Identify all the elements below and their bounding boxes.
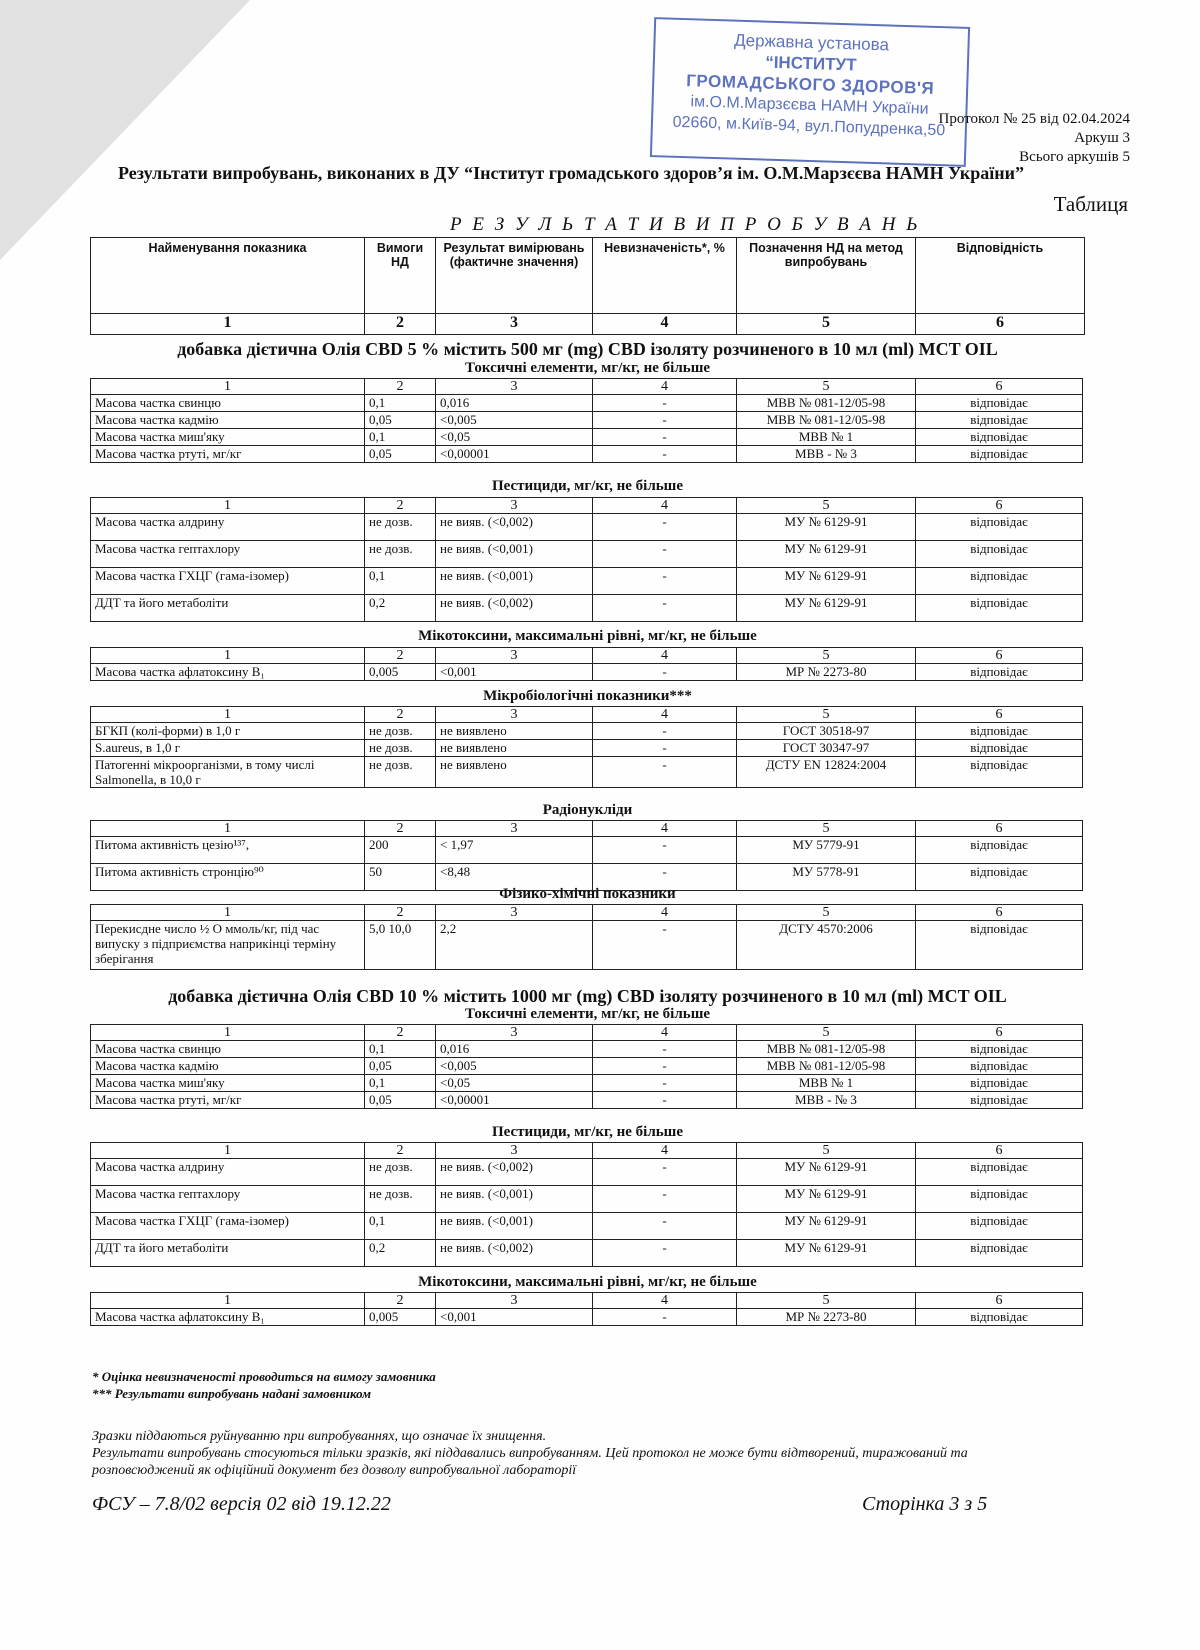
- indicator-name: ДДТ та його метаболіти: [91, 1240, 365, 1267]
- section-heading: Пестициди, мг/кг, не більше: [491, 478, 684, 494]
- uncertainty-value: -: [593, 1075, 737, 1092]
- column-number-row: [91, 379, 1083, 395]
- table-caption: Таблиця: [1053, 192, 1128, 216]
- requirement-value: 0,1: [365, 395, 436, 412]
- method-code: МВВ - № 3: [737, 1092, 916, 1109]
- method-code: МУ 5779-91: [737, 837, 916, 864]
- table-row: [91, 837, 1083, 864]
- result-value: < 1,97: [436, 837, 593, 864]
- col-number: 3: [436, 821, 593, 837]
- col-number: 6: [916, 498, 1083, 514]
- method-code: ДСТУ 4570:2006: [737, 921, 916, 970]
- microbiology-table: [90, 706, 1083, 788]
- uncertainty-value: -: [593, 1240, 737, 1267]
- table-row: [91, 514, 1083, 541]
- col-number: 2: [365, 379, 436, 395]
- method-code: МВВ № 081-12/05-98: [737, 1041, 916, 1058]
- method-code: МР № 2273-80: [737, 1309, 916, 1326]
- pesticides-table: [90, 497, 1083, 622]
- table-row: [91, 723, 1083, 740]
- uncertainty-value: -: [593, 395, 737, 412]
- uncertainty-value: -: [593, 1186, 737, 1213]
- table-row: [91, 1092, 1083, 1109]
- compliance-status: відповідає: [916, 1092, 1083, 1109]
- section-heading: Токсичні елементи, мг/кг, не більше: [464, 360, 711, 376]
- requirement-value: не дозв.: [365, 723, 436, 740]
- compliance-status: відповідає: [916, 664, 1083, 681]
- table-row: [91, 1058, 1083, 1075]
- col-number: 2: [365, 1025, 436, 1041]
- column-number-row: [91, 1025, 1083, 1041]
- page-number: Сторінка 3 з 5: [862, 1493, 988, 1515]
- method-code: МУ № 6129-91: [737, 1213, 916, 1240]
- result-value: не виявлено: [436, 740, 593, 757]
- footnote-uncertainty: * Оцінка невизначеності проводиться на вимогу замовника: [92, 1369, 436, 1384]
- section-heading: Токсичні елементи, мг/кг, не більше: [464, 1006, 711, 1022]
- col-header-requirements: Вимоги НД: [365, 238, 436, 314]
- col-number: 5: [737, 821, 916, 837]
- table-row: [91, 1240, 1083, 1267]
- table-row: [91, 1213, 1083, 1240]
- table-row: [91, 429, 1083, 446]
- uncertainty-value: -: [593, 740, 737, 757]
- result-value: 0,016: [436, 395, 593, 412]
- column-number-row: [91, 821, 1083, 837]
- col-number: 6: [916, 1143, 1083, 1159]
- table-row: [91, 757, 1083, 788]
- uncertainty-value: -: [593, 412, 737, 429]
- page-fold-shadow: [0, 0, 250, 260]
- col-number: 2: [365, 648, 436, 664]
- requirement-value: 0,1: [365, 1041, 436, 1058]
- result-value: не вияв. (<0,002): [436, 595, 593, 622]
- result-value: <0,005: [436, 1058, 593, 1075]
- method-code: МУ № 6129-91: [737, 1159, 916, 1186]
- table-row: [91, 395, 1083, 412]
- pesticides-table: [90, 1142, 1083, 1267]
- requirement-value: 5,0 10,0: [365, 921, 436, 970]
- result-value: не вияв. (<0,001): [436, 1186, 593, 1213]
- table-row: [91, 412, 1083, 429]
- col-number: 1: [91, 648, 365, 664]
- col-header-uncertainty: Невизначеність*, %: [593, 238, 737, 314]
- indicator-name: ДДТ та його метаболіти: [91, 595, 365, 622]
- col-number: 5: [737, 905, 916, 921]
- result-value: 2,2: [436, 921, 593, 970]
- indicator-name: Питома активність цезію¹³⁷,: [91, 837, 365, 864]
- column-number-row: [91, 648, 1083, 664]
- stamp-line: ГРОМАДСЬКОГО ЗДОРОВ'Я: [686, 71, 935, 98]
- col-number: 6: [916, 314, 1085, 335]
- result-value: <8,48: [436, 864, 593, 891]
- requirement-value: 0,05: [365, 446, 436, 463]
- compliance-status: відповідає: [916, 921, 1083, 970]
- compliance-status: відповідає: [916, 1075, 1083, 1092]
- col-number: 1: [91, 379, 365, 395]
- method-code: МУ № 6129-91: [737, 1186, 916, 1213]
- indicator-name: Масова частка ртуті, мг/кг: [91, 1092, 365, 1109]
- method-code: ГОСТ 30347-97: [737, 740, 916, 757]
- col-number: 5: [737, 498, 916, 514]
- uncertainty-value: -: [593, 595, 737, 622]
- col-header-name: Найменування показника: [91, 238, 365, 314]
- col-number: 6: [916, 821, 1083, 837]
- indicator-name: Масова частка миш'яку: [91, 429, 365, 446]
- mycotoxins-table: [90, 1292, 1083, 1326]
- protocol-number: Протокол № 25 від 02.04.2024: [938, 111, 1130, 127]
- compliance-status: відповідає: [916, 1213, 1083, 1240]
- col-number: 2: [365, 707, 436, 723]
- col-number: 4: [593, 379, 737, 395]
- stamp-line: ім.О.М.Марзєєва НАМН України: [690, 93, 929, 118]
- indicator-name: S.aureus, в 1,0 г: [91, 740, 365, 757]
- requirement-value: не дозв.: [365, 1186, 436, 1213]
- uncertainty-value: -: [593, 1092, 737, 1109]
- stamp-line: Державна установа: [733, 30, 890, 55]
- requirement-value: не дозв.: [365, 514, 436, 541]
- result-value: не виявлено: [436, 757, 593, 788]
- indicator-name: Питома активність стронцію⁹⁰: [91, 864, 365, 891]
- result-value: не вияв. (<0,002): [436, 1240, 593, 1267]
- requirement-value: не дозв.: [365, 740, 436, 757]
- uncertainty-value: -: [593, 514, 737, 541]
- method-code: МВВ № 081-12/05-98: [737, 1058, 916, 1075]
- col-number: 1: [91, 821, 365, 837]
- col-number: 6: [916, 1025, 1083, 1041]
- mycotoxins-table: [90, 647, 1083, 681]
- col-number: 5: [737, 648, 916, 664]
- method-code: МУ № 6129-91: [737, 514, 916, 541]
- result-value: <0,00001: [436, 1092, 593, 1109]
- col-number: 6: [916, 379, 1083, 395]
- uncertainty-value: -: [593, 1213, 737, 1240]
- table-row: [91, 1309, 1083, 1326]
- indicator-name: Масова частка ГХЦГ (гама-ізомер): [91, 1213, 365, 1240]
- indicator-name: Масова частка афлатоксину B₁: [91, 1309, 365, 1326]
- indicator-name: Масова частка афлатоксину B₁: [91, 664, 365, 681]
- result-value: не вияв. (<0,001): [436, 1213, 593, 1240]
- requirement-value: 0,2: [365, 1240, 436, 1267]
- col-number: 4: [593, 821, 737, 837]
- physchem-table: [90, 904, 1083, 970]
- col-number: 5: [737, 1025, 916, 1041]
- form-code: ФСУ – 7.8/02 версія 02 від 19.12.22: [92, 1493, 391, 1515]
- compliance-status: відповідає: [916, 395, 1083, 412]
- col-number: 2: [365, 1293, 436, 1309]
- compliance-status: відповідає: [916, 1240, 1083, 1267]
- requirement-value: не дозв.: [365, 541, 436, 568]
- results-header-table: [90, 237, 1085, 335]
- indicator-name: Масова частка свинцю: [91, 1041, 365, 1058]
- col-header-result: Результат вимірювань (фактичне значення): [436, 238, 593, 314]
- col-number: 4: [593, 314, 737, 335]
- footnotes: [92, 1368, 436, 1402]
- institution-stamp: [650, 17, 970, 167]
- requirement-value: не дозв.: [365, 757, 436, 788]
- compliance-status: відповідає: [916, 757, 1083, 788]
- uncertainty-value: -: [593, 757, 737, 788]
- col-number: 3: [436, 707, 593, 723]
- col-number: 2: [365, 1143, 436, 1159]
- indicator-name: Патогенні мікроорганізми, в тому числі Salmonella, в 10,0 г: [91, 757, 365, 788]
- uncertainty-value: -: [593, 921, 737, 970]
- col-number: 1: [91, 707, 365, 723]
- col-number: 1: [91, 498, 365, 514]
- column-number-row: [91, 498, 1083, 514]
- col-number: 1: [91, 1025, 365, 1041]
- table-row: [91, 568, 1083, 595]
- compliance-status: відповідає: [916, 1309, 1083, 1326]
- col-number: 4: [593, 905, 737, 921]
- col-number: 4: [593, 498, 737, 514]
- result-value: <0,05: [436, 1075, 593, 1092]
- col-number: 2: [365, 905, 436, 921]
- indicator-name: Масова частка ГХЦГ (гама-ізомер): [91, 568, 365, 595]
- table-row: [91, 664, 1083, 681]
- section-heading: Пестициди, мг/кг, не більше: [491, 1124, 684, 1140]
- uncertainty-value: -: [593, 864, 737, 891]
- requirement-value: 0,2: [365, 595, 436, 622]
- table-row: [91, 740, 1083, 757]
- col-number: 3: [436, 498, 593, 514]
- method-code: МВВ № 081-12/05-98: [737, 412, 916, 429]
- requirement-value: не дозв.: [365, 1159, 436, 1186]
- uncertainty-value: -: [593, 1159, 737, 1186]
- col-number: 4: [593, 1293, 737, 1309]
- col-number: 6: [916, 1293, 1083, 1309]
- section-heading: Мікробіологічні показники***: [483, 688, 692, 704]
- uncertainty-value: -: [593, 837, 737, 864]
- method-code: МВВ № 081-12/05-98: [737, 395, 916, 412]
- sheet-number: Аркуш 3: [1074, 130, 1130, 146]
- column-number-row: [91, 1143, 1083, 1159]
- uncertainty-value: -: [593, 723, 737, 740]
- compliance-status: відповідає: [916, 1186, 1083, 1213]
- table-row: [91, 446, 1083, 463]
- compliance-status: відповідає: [916, 1058, 1083, 1075]
- method-code: МВВ № 1: [737, 1075, 916, 1092]
- col-number: 6: [916, 707, 1083, 723]
- compliance-status: відповідає: [916, 429, 1083, 446]
- table-row: [91, 1075, 1083, 1092]
- compliance-status: відповідає: [916, 514, 1083, 541]
- requirement-value: 0,1: [365, 1213, 436, 1240]
- method-code: МУ 5778-91: [737, 864, 916, 891]
- col-number: 1: [91, 905, 365, 921]
- indicator-name: Масова частка алдрину: [91, 1159, 365, 1186]
- section-heading: Мікотоксини, максимальні рівні, мг/кг, не більше: [418, 628, 757, 644]
- col-number: 2: [365, 821, 436, 837]
- indicator-name: Масова частка гептахлору: [91, 1186, 365, 1213]
- toxic-elements-table: [90, 378, 1083, 463]
- table-row: [91, 541, 1083, 568]
- method-code: МВВ - № 3: [737, 446, 916, 463]
- compliance-status: відповідає: [916, 1041, 1083, 1058]
- result-value: <0,00001: [436, 446, 593, 463]
- requirement-value: 0,005: [365, 1309, 436, 1326]
- section-heading: Радіонукліди: [542, 802, 633, 818]
- indicator-name: БГКП (колі-форми) в 1,0 г: [91, 723, 365, 740]
- radionuclides-table: [90, 820, 1083, 891]
- col-number: 3: [436, 1025, 593, 1041]
- result-value: не вияв. (<0,001): [436, 541, 593, 568]
- col-number: 3: [436, 314, 593, 335]
- col-number: 4: [593, 1143, 737, 1159]
- requirement-value: 0,1: [365, 1075, 436, 1092]
- column-number-row: [91, 707, 1083, 723]
- indicator-name: Масова частка свинцю: [91, 395, 365, 412]
- col-number: 2: [365, 498, 436, 514]
- disclaimer-line: Результати випробувань стосуються тільки зразків, які піддавались випробуванням. Цей протокол не може бути відтворений, тиражований та розповсюджений як офіційний документ без дозволу випробувальної лабораторії: [92, 1446, 968, 1478]
- table-row: [91, 1159, 1083, 1186]
- uncertainty-value: -: [593, 446, 737, 463]
- uncertainty-value: -: [593, 429, 737, 446]
- requirement-value: 50: [365, 864, 436, 891]
- uncertainty-value: -: [593, 664, 737, 681]
- col-number: 6: [916, 905, 1083, 921]
- column-number-row: [91, 905, 1083, 921]
- result-value: не вияв. (<0,002): [436, 514, 593, 541]
- compliance-status: відповідає: [916, 723, 1083, 740]
- uncertainty-value: -: [593, 1058, 737, 1075]
- stamp-line: “ІНСТИТУТ: [764, 52, 857, 75]
- col-number: 5: [737, 314, 916, 335]
- method-code: МУ № 6129-91: [737, 541, 916, 568]
- indicator-name: Масова частка ртуті, мг/кг: [91, 446, 365, 463]
- compliance-status: відповідає: [916, 837, 1083, 864]
- uncertainty-value: -: [593, 568, 737, 595]
- compliance-status: відповідає: [916, 740, 1083, 757]
- total-sheets: Всього аркушів 5: [1019, 149, 1130, 165]
- result-value: не вияв. (<0,001): [436, 568, 593, 595]
- col-header-compliance: Відповідність: [916, 238, 1085, 314]
- requirement-value: 0,1: [365, 568, 436, 595]
- result-value: <0,001: [436, 664, 593, 681]
- compliance-status: відповідає: [916, 864, 1083, 891]
- product-heading: добавка дієтична Олія CBD 10 % містить 1000 мг (mg) CBD ізоляту розчиненого в 10 мл (ml) MCT OIL: [168, 986, 1007, 1006]
- result-value: не виявлено: [436, 723, 593, 740]
- indicator-name: Перекисдне число ½ О ммоль/кг, під час випуску з підприємства наприкінці терміну зберігання: [91, 921, 365, 970]
- col-number: 1: [91, 1293, 365, 1309]
- col-number: 1: [91, 1143, 365, 1159]
- col-number: 5: [737, 379, 916, 395]
- result-value: не вияв. (<0,002): [436, 1159, 593, 1186]
- col-number: 5: [737, 707, 916, 723]
- col-number: 6: [916, 648, 1083, 664]
- compliance-status: відповідає: [916, 541, 1083, 568]
- method-code: МУ № 6129-91: [737, 1240, 916, 1267]
- indicator-name: Масова частка кадмію: [91, 1058, 365, 1075]
- requirement-value: 0,05: [365, 1058, 436, 1075]
- toxic-elements-table: [90, 1024, 1083, 1109]
- col-number: 4: [593, 648, 737, 664]
- col-number: 1: [91, 314, 365, 335]
- stamp-line: 02660, м.Київ-94, вул.Попудренка,50: [672, 113, 946, 140]
- footnote-customer: *** Результати випробувань надані замовником: [92, 1386, 372, 1401]
- section-heading: Мікотоксини, максимальні рівні, мг/кг, не більше: [418, 1274, 757, 1290]
- document-title: Результати випробувань, виконаних в ДУ “Інститут громадського здоров’я ім. О.М.Марзєєва НАМН України”: [118, 163, 1025, 183]
- uncertainty-value: -: [593, 1309, 737, 1326]
- column-number-row: [91, 1293, 1083, 1309]
- table-row: [91, 595, 1083, 622]
- col-number: 4: [593, 707, 737, 723]
- indicator-name: Масова частка алдрину: [91, 514, 365, 541]
- section-heading: Фізико-хімічні показники: [499, 886, 676, 902]
- result-value: <0,005: [436, 412, 593, 429]
- indicator-name: Масова частка кадмію: [91, 412, 365, 429]
- indicator-name: Масова частка миш'яку: [91, 1075, 365, 1092]
- uncertainty-value: -: [593, 1041, 737, 1058]
- method-code: ДСТУ EN 12824:2004: [737, 757, 916, 788]
- requirement-value: 0,05: [365, 412, 436, 429]
- product-heading: добавка дієтична Олія CBD 5 % містить 500 мг (mg) CBD ізоляту розчиненого в 10 мл (ml) MCT OIL: [177, 339, 998, 359]
- method-code: МВВ № 1: [737, 429, 916, 446]
- col-number: 4: [593, 1025, 737, 1041]
- col-header-method: Позначення НД на метод випробувань: [737, 238, 916, 314]
- requirement-value: 200: [365, 837, 436, 864]
- compliance-status: відповідає: [916, 446, 1083, 463]
- result-value: <0,001: [436, 1309, 593, 1326]
- col-number: 5: [737, 1293, 916, 1309]
- col-number: 5: [737, 1143, 916, 1159]
- result-value: <0,05: [436, 429, 593, 446]
- requirement-value: 0,005: [365, 664, 436, 681]
- method-code: МУ № 6129-91: [737, 595, 916, 622]
- results-caption: Р Е З У Л Ь Т А Т И В И П Р О Б У В А Н Ь: [450, 214, 921, 235]
- col-number: 3: [436, 1143, 593, 1159]
- table-row: [91, 1041, 1083, 1058]
- uncertainty-value: -: [593, 541, 737, 568]
- col-number: 2: [365, 314, 436, 335]
- result-value: 0,016: [436, 1041, 593, 1058]
- disclaimer-line: Зразки піддаються руйнуванню при випробуваннях, що означає їх знищення.: [92, 1429, 547, 1444]
- requirement-value: 0,1: [365, 429, 436, 446]
- indicator-name: Масова частка гептахлору: [91, 541, 365, 568]
- method-code: ГОСТ 30518-97: [737, 723, 916, 740]
- method-code: МУ № 6129-91: [737, 568, 916, 595]
- protocol-info: [939, 110, 1131, 167]
- col-number: 3: [436, 648, 593, 664]
- table-row: [91, 1186, 1083, 1213]
- method-code: МР № 2273-80: [737, 664, 916, 681]
- disclaimer: [92, 1428, 1072, 1479]
- compliance-status: відповідає: [916, 412, 1083, 429]
- col-number: 3: [436, 1293, 593, 1309]
- compliance-status: відповідає: [916, 595, 1083, 622]
- col-number: 3: [436, 905, 593, 921]
- compliance-status: відповідає: [916, 1159, 1083, 1186]
- requirement-value: 0,05: [365, 1092, 436, 1109]
- col-number: 3: [436, 379, 593, 395]
- table-row: [91, 921, 1083, 970]
- compliance-status: відповідає: [916, 568, 1083, 595]
